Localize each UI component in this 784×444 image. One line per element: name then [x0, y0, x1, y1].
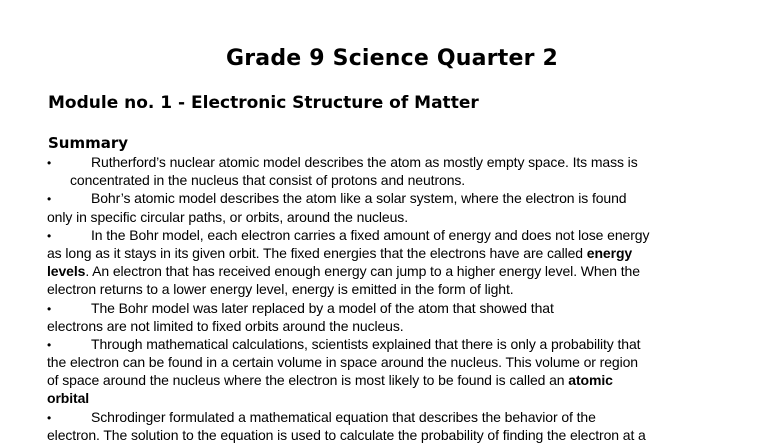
item-text-line: as long as it stays in its given orbit. The fixed energies that the electrons have are called: [47, 244, 583, 261]
item-text-line: The Bohr model was later replaced by a model of the atom that showed that: [91, 299, 554, 316]
summary-heading: Summary: [48, 134, 129, 152]
list-item: [47, 299, 743, 335]
list-item: [47, 335, 743, 408]
bullet-icon: •: [47, 410, 52, 425]
bold-term: orbital: [47, 390, 90, 407]
item-text-line: electron. The solution to the equation is used to calculate the probability of finding the electron at a: [47, 426, 646, 443]
module-heading: Module no. 1 - Electronic Structure of Matter: [48, 93, 479, 113]
item-text-line: concentrated in the nucleus that consist of protons and neutrons.: [70, 172, 466, 189]
item-text-line: Rutherford’s nuclear atomic model describes the atom as mostly empty space. Its mass is: [91, 154, 638, 170]
bold-term: atomic: [568, 372, 613, 389]
item-text-line: In the Bohr model, each electron carries a fixed amount of energy and does not lose energy: [91, 226, 650, 243]
item-text-line: Bohr’s atomic model describes the atom like a solar system, where the electron is found: [91, 190, 627, 207]
summary-list: [47, 153, 743, 444]
bullet-icon: •: [47, 337, 52, 352]
bold-term: levels: [47, 263, 86, 280]
item-text-line: electrons are not limited to fixed orbits around the nucleus.: [47, 317, 404, 334]
document-title: Grade 9 Science Quarter 2: [226, 46, 558, 71]
item-text-line: Through mathematical calculations, scientists explained that there is only a probability that: [91, 335, 641, 352]
item-text-line: electron returns to a lower energy level, energy is emitted in the form of light.: [47, 281, 514, 298]
item-text-line: . An electron that has received enough energy can jump to a higher energy level. When the: [85, 263, 640, 280]
bullet-icon: •: [47, 301, 52, 316]
item-text-line: Schrodinger formulated a mathematical equation that describes the behavior of the: [91, 408, 596, 425]
list-item: [47, 408, 743, 444]
item-text-line: only in specific circular paths, or orbits, around the nucleus.: [47, 208, 408, 225]
bold-term: energy: [586, 244, 633, 261]
bullet-icon: •: [47, 156, 52, 170]
list-item: [47, 153, 743, 189]
bullet-icon: •: [47, 192, 52, 207]
list-item: [47, 189, 743, 225]
list-item: [47, 226, 743, 299]
item-text-line: of space around the nucleus where the electron is most likely to be found is called an: [47, 372, 565, 389]
bullet-icon: •: [47, 228, 52, 243]
item-text-line: the electron can be found in a certain volume in space around the nucleus. This volume or region: [47, 354, 638, 371]
